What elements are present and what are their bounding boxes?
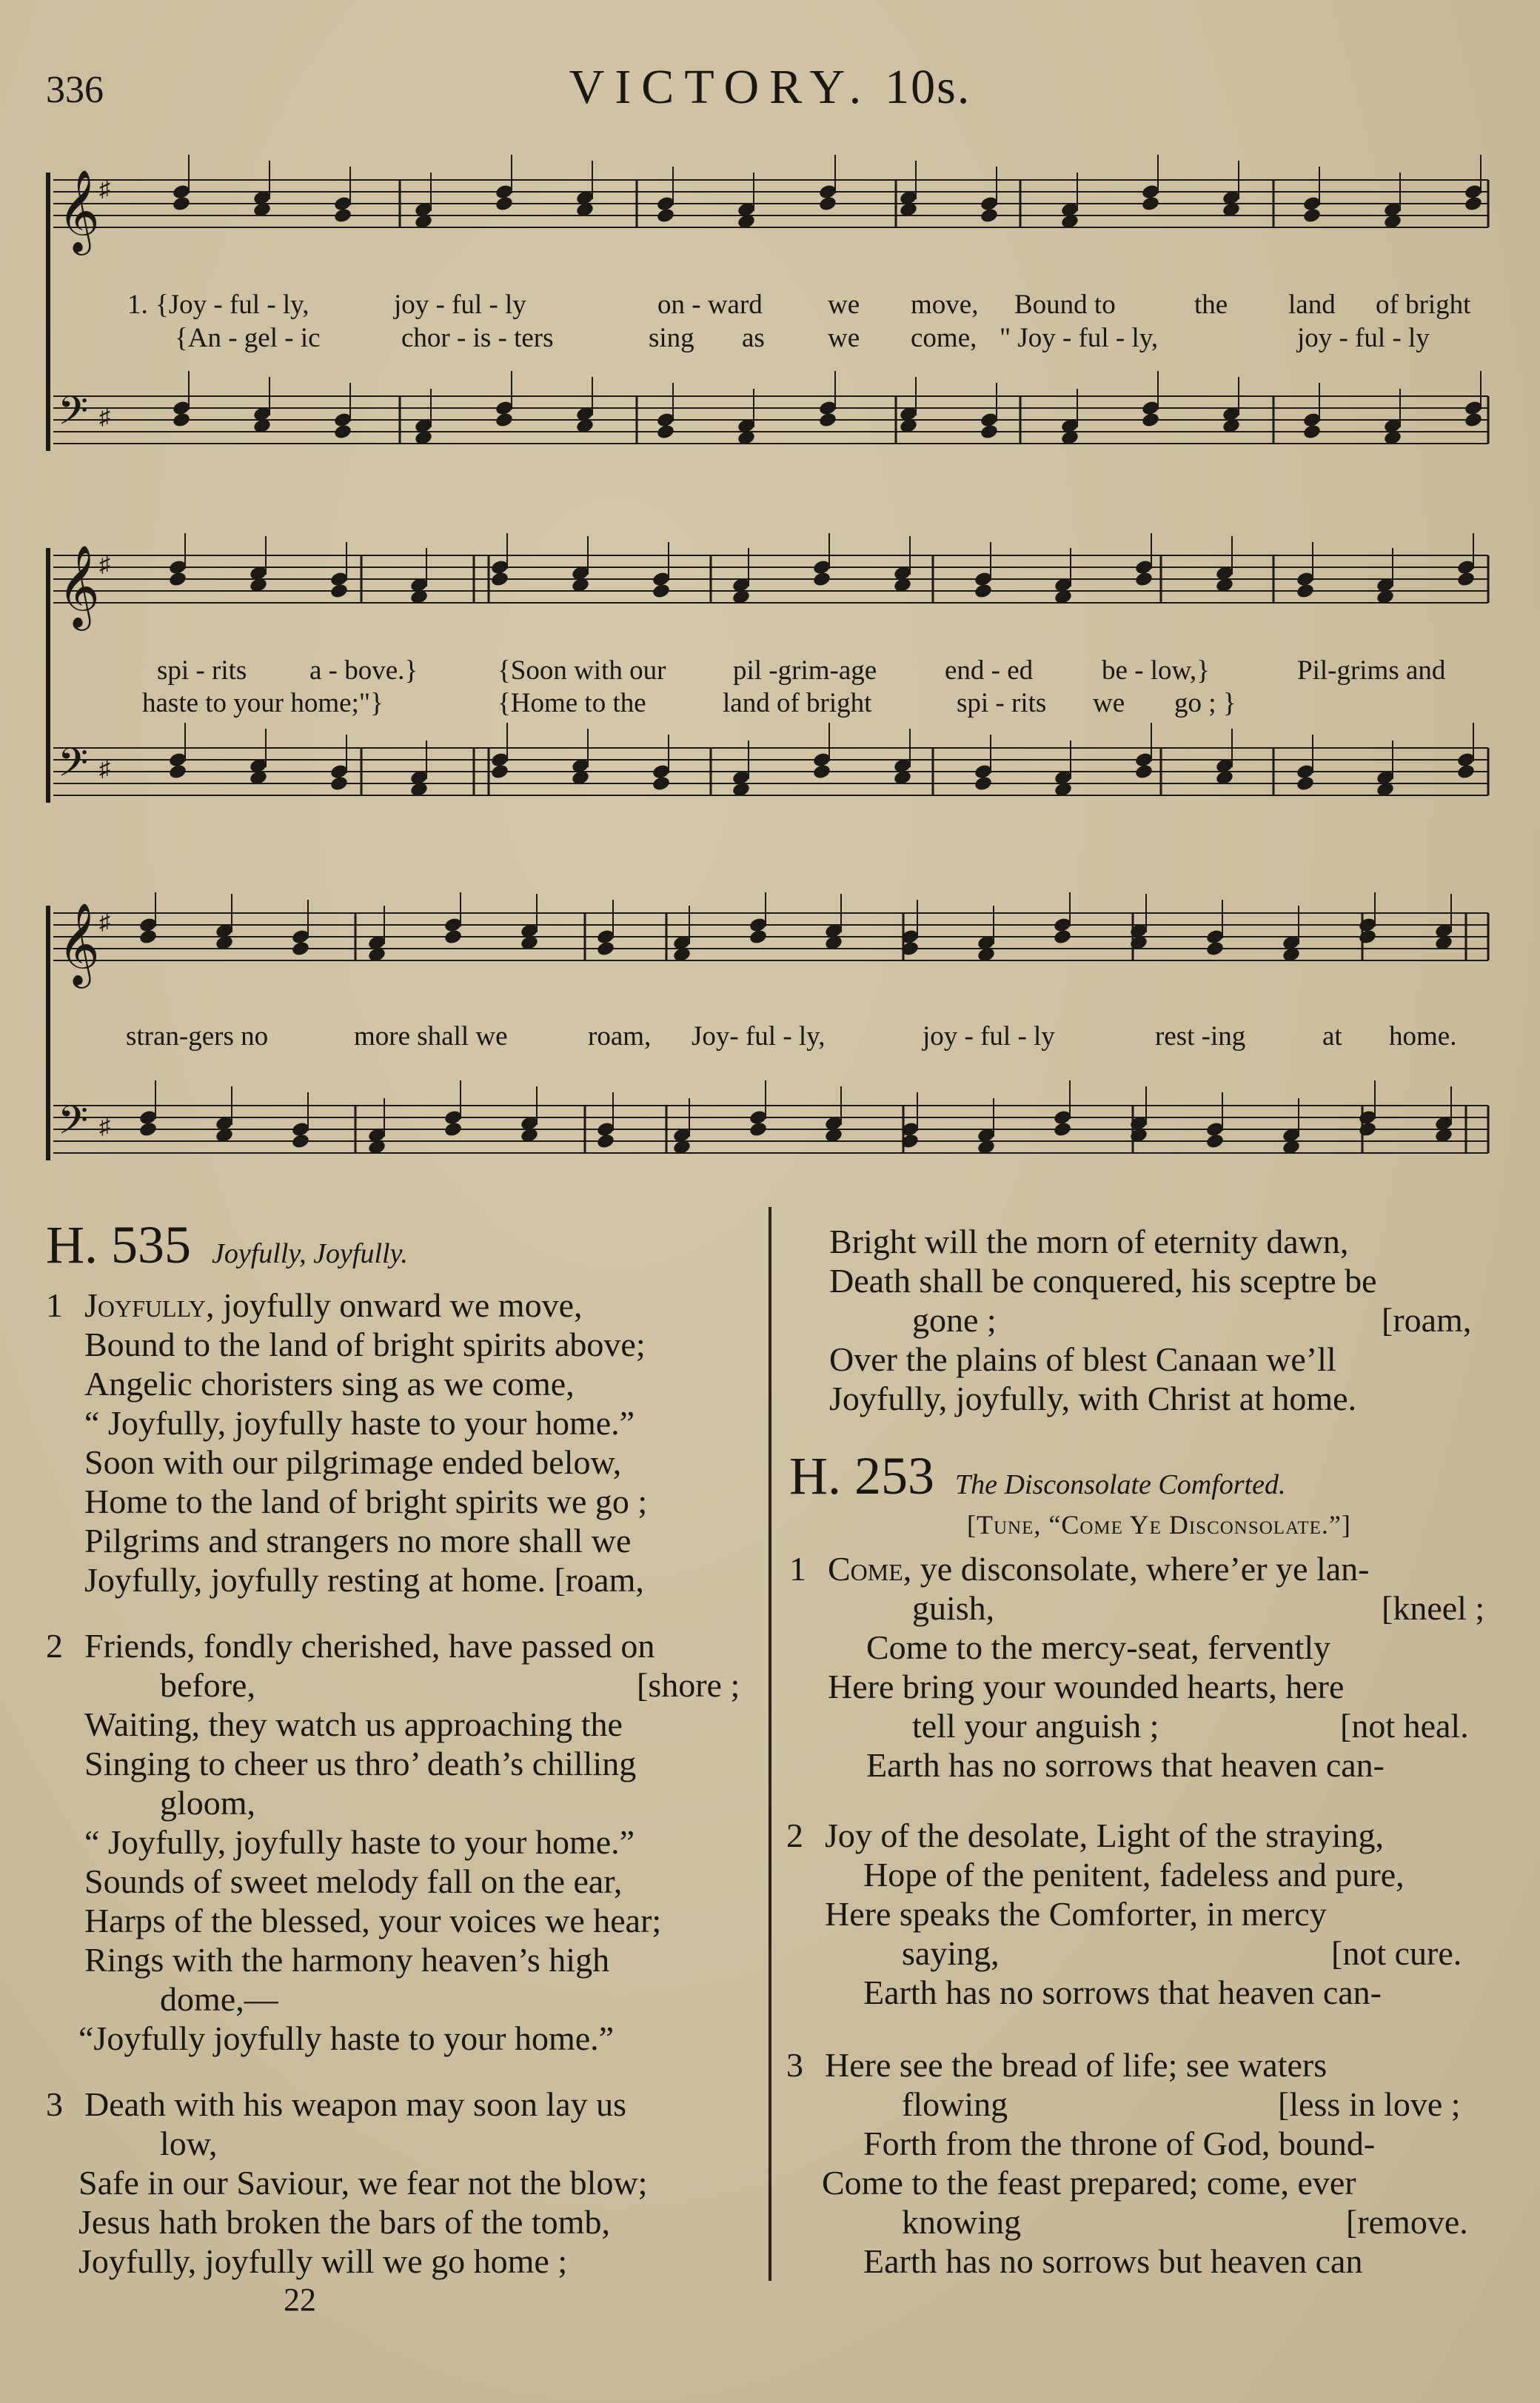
lyric-syllable: land of bright [723,688,872,718]
stanza-line: Earth has no sorrows but heaven can [863,2242,1363,2280]
lyric-syllable: rest -ing [1155,1021,1246,1052]
stanza-line: gloom, [160,1784,256,1822]
lyrics-system3-line1 [0,1020,1540,1054]
stanza-line: tell your anguish ; [912,1707,1159,1745]
note-head [749,929,768,946]
stanza-line: Here speaks the Comforter, in mercy [825,1895,1327,1933]
stanza-number: 1 [46,1286,63,1324]
stanza-line: Death shall be conquered, his sceptre be [829,1262,1377,1300]
lyric-syllable: sing [649,323,694,353]
stanza-line: [remove. [1346,2203,1468,2241]
stanza-line: Joyfully, joyfully, with Christ at home. [829,1380,1357,1417]
key-signature-sharp-icon: ♯ [99,757,110,781]
note-head [749,1121,768,1138]
hymn-subtitle: Joyfully, Joyfully. [212,1238,408,1269]
stanza-line-text: joyfully onward we move, [214,1286,583,1324]
note-head [495,412,514,429]
stanza-line: [roam, [1382,1301,1472,1339]
note-head [138,1121,158,1138]
stanza-line: gone ; [912,1301,997,1339]
lyric-syllable: we [828,323,860,353]
tune-title: VICTORY. [569,60,872,114]
note-head [1205,1133,1225,1150]
note-head [495,195,514,213]
note-head [1464,412,1483,429]
lyric-syllable: we [828,290,860,320]
note-head [596,1133,615,1150]
stanza-line: [not heal. [1340,1707,1469,1745]
note-head [656,424,675,441]
lyric-syllable: land [1288,290,1336,320]
lyric-syllable: joy - ful - ly [394,290,526,320]
lyric-syllable: joy - ful - ly [923,1021,1055,1052]
stanza-line: low, [160,2125,218,2162]
note-head [333,424,352,441]
lyrics-system1-line2 [0,322,1540,355]
lyric-syllable: go ; } [1174,688,1236,718]
stanza-line: Joyfully, joyfully resting at home. [roam, [84,1561,644,1599]
page-title [0,59,1540,116]
note-head [652,775,671,792]
lyric-syllable: Pil-grims and [1297,655,1446,686]
lyric-syllable: chor - is - ters [401,323,554,353]
stanza-first-word: Joyfully, [84,1286,215,1324]
note-head [443,929,463,946]
bass-clef-icon: 𝄢 [58,741,89,795]
stanza-line: Come to the mercy-seat, fervently [866,1628,1331,1666]
key-signature-sharp-icon: ♯ [99,552,110,577]
note-head [172,412,191,429]
stanza-line: Friends, fondly cherished, have passed on [84,1627,655,1665]
stanza-line: Home to the land of bright spirits we go ; [84,1483,648,1520]
lyric-syllable: more shall we [354,1021,508,1052]
note-head [1464,195,1483,213]
note-head [596,940,615,957]
lyric-syllable: spi - rits [957,688,1047,718]
note-head [172,195,191,213]
stanza-line: saying, [902,1934,1000,1972]
key-signature-sharp-icon: ♯ [99,177,110,201]
stanza-line: Death with his weapon may soon lay us [84,2085,627,2123]
stanza-line: Angelic choristers sing as we come, [84,1365,575,1403]
stanza-line: Here bring your wounded hearts, here [828,1668,1345,1705]
note-head [1053,1121,1072,1138]
note-head [443,1121,463,1138]
stanza-line: Bound to the land of bright spirits above; [84,1326,646,1363]
stanza-line: Pilgrims and strangers no more shall we [84,1522,632,1560]
note-head [1134,571,1154,588]
stanza-line [84,1286,582,1325]
lyric-syllable: spi - rits [157,655,247,686]
lyrics-system2-line2 [0,687,1540,721]
hymn-number: H. 253 [789,1446,934,1505]
lyric-syllable: come, [911,323,977,353]
note-head [656,207,675,224]
treble-clef-icon: 𝄞 [58,902,100,985]
stanza-line: Joy of the desolate, Light of the straying, [825,1817,1385,1854]
stanza-line: [kneel ; [1382,1589,1485,1627]
stanza-line: Jesus hath broken the bars of the tomb, [78,2203,610,2241]
stanza-line: Earth has no sorrows that heaven can- [866,1746,1385,1784]
tune-reference: [Tune, “Come Ye Disconsolate.”] [967,1510,1351,1540]
stanza-number: 3 [46,2085,63,2123]
note-head [1296,583,1315,600]
note-head [812,571,831,588]
lyric-syllable: 1. [127,290,148,320]
note-head [974,775,993,792]
stanza-number: 3 [786,2046,803,2084]
note-head [1296,775,1315,792]
note-head [1358,929,1377,946]
lyric-syllable: as [742,323,765,353]
note-head [168,763,187,781]
note-head [1302,207,1322,224]
stanza-line-text: ye disconsolate, where’er ye lan- [911,1550,1370,1588]
key-signature-sharp-icon: ♯ [99,1114,110,1139]
note-head [138,929,158,946]
page-number: 336 [46,69,104,111]
lyric-syllable: of bright [1376,290,1471,320]
note-head [1134,763,1154,781]
tune-meter: 10s. [885,60,971,114]
note-head [812,763,831,781]
note-head [1141,412,1160,429]
note-head [1205,940,1225,957]
note-head [1141,195,1160,213]
stanza-line: Come to the feast prepared; come, ever [822,2164,1356,2202]
stanza-number: 2 [786,1817,803,1854]
hymn-253-heading [789,1446,1285,1507]
note-head [1456,571,1476,588]
lyric-syllable: {Soon with our [498,655,666,686]
stanza-line: Joyfully, joyfully will we go home ; [78,2242,568,2280]
stanza-number: 1 [789,1550,806,1588]
stanza-line: Forth from the throne of God, bound- [863,2125,1376,2162]
lyric-syllable: {Joy - ful - ly, [155,290,309,320]
stanza-line: before, [160,1666,255,1704]
hymn-number: H. 535 [46,1215,191,1274]
stanza-line: Over the plains of blest Canaan we’ll [829,1340,1336,1378]
stanza-line: knowing [902,2203,1021,2241]
stanza-line: “ Joyfully, joyfully haste to your home.” [84,1404,635,1442]
hymn-535-heading [46,1214,408,1276]
note-head [1302,424,1322,441]
stanza-line: Harps of the blessed, your voices we hear; [84,1902,662,1939]
bass-clef-icon: 𝄢 [58,389,89,444]
stanza-number: 2 [46,1627,63,1665]
note-head [291,1133,310,1150]
stanza-line: flowing [902,2085,1008,2123]
stanza-line: Safe in our Saviour, we fear not the blow; [78,2164,648,2202]
stanza-line [828,1549,1369,1588]
lyric-syllable: the [1194,290,1228,320]
column-divider [769,1207,771,2281]
lyrics-system1-line1 [0,289,1540,322]
note-head [974,583,993,600]
stanza-line: [less in love ; [1278,2085,1461,2123]
lyric-syllable: roam, [588,1021,652,1052]
stanza-line: Earth has no sorrows that heaven can- [863,1973,1382,2011]
lyric-syllable: be - low,} [1102,655,1210,686]
lyric-syllable: we [1093,688,1125,718]
stanza-line: Bright will the morn of eternity dawn, [829,1223,1349,1260]
lyric-syllable: {Home to the [498,688,646,718]
note-head [1053,929,1072,946]
stanza-line: Waiting, they watch us approaching the [84,1705,623,1743]
lyric-syllable: haste to your home;"} [142,688,384,718]
note-head [490,571,509,588]
note-head [329,583,349,600]
stanza-line: guish, [912,1589,995,1627]
lyric-syllable: pil -grim-age [733,655,877,686]
stanza-line: “ Joyfully, joyfully haste to your home.” [84,1823,635,1861]
lyric-syllable: home. [1389,1021,1457,1052]
treble-clef-icon: 𝄞 [58,544,100,627]
lyric-syllable: stran-gers no [126,1021,269,1052]
lyric-syllable: a - bove.} [309,655,418,686]
lyric-syllable: on - ward [657,290,763,320]
note-head [329,775,349,792]
lyric-syllable: " Joy - ful - ly, [1000,323,1159,353]
lyric-syllable: joy - ful - ly [1297,323,1430,353]
stanza-line: dome,— [160,1980,278,2018]
note-head [1456,763,1476,781]
key-signature-sharp-icon: ♯ [99,910,110,935]
stanza-line: [not cure. [1331,1934,1462,1972]
lyric-syllable: Joy- ful - ly, [692,1021,826,1052]
lyric-syllable: Bound to [1014,290,1116,320]
note-head [490,763,509,781]
stanza-first-word: Come, [828,1550,912,1588]
note-head [652,583,671,600]
note-head [333,207,352,224]
note-head [818,195,837,213]
stanza-line: Sounds of sweet melody fall on the ear, [84,1862,623,1900]
lyric-syllable: {An - gel - ic [175,323,321,353]
lyric-syllable: at [1322,1021,1342,1052]
note-head [1358,1121,1377,1138]
stanza-line: [shore ; [637,1666,740,1704]
lyric-syllable: move, [911,290,979,320]
note-head [980,207,999,224]
stanza-line: Soon with our pilgrimage ended below, [84,1443,622,1481]
stanza-line: Singing to cheer us thro’ death’s chilling [84,1745,637,1782]
stanza-line: Hope of the penitent, fadeless and pure, [863,1856,1405,1894]
bass-clef-icon: 𝄢 [58,1098,89,1153]
stanza-line: “Joyfully joyfully haste to your home.” [78,2019,615,2057]
lyric-syllable: end - ed [945,655,1034,686]
lyrics-system2-line1 [0,655,1540,688]
hymn-subtitle: The Disconsolate Comforted. [955,1469,1286,1500]
treble-clef-icon: 𝄞 [58,169,100,252]
note-head [818,412,837,429]
signature-mark: 22 [284,2282,316,2318]
stanza-line: Rings with the harmony heaven’s high [84,1941,610,1979]
stanza-line: Here see the bread of life; see waters [825,2046,1328,2084]
key-signature-sharp-icon: ♯ [99,405,110,430]
note-head [168,571,187,588]
note-head [980,424,999,441]
note-head [291,940,310,957]
